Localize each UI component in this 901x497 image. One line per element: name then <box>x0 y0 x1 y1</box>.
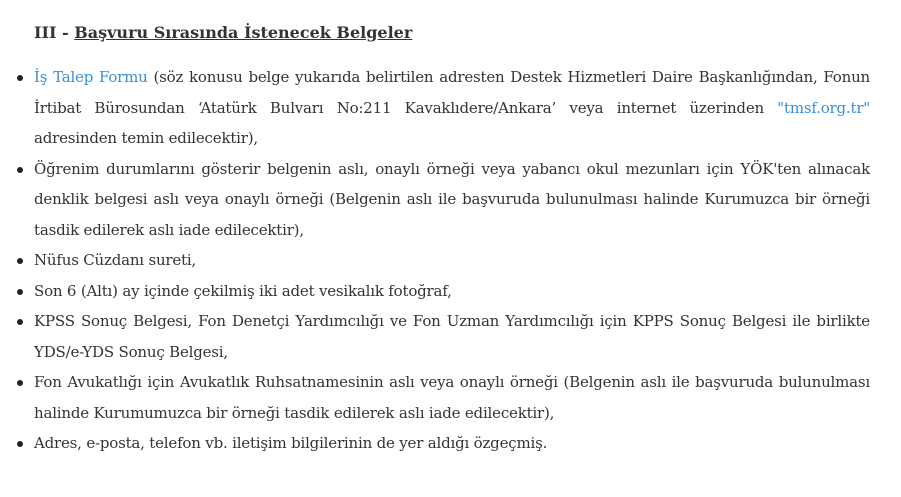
list-item-text: (söz konusu belge yukarıda belirtilen adresten Destek Hizmetleri Daire Başkanlığından, Fonun İrtibat Bürosundan ‘Atatürk Bulvarı No:211 Kavaklıdere/Ankara’ veya internet üzerinden <box>34 68 871 117</box>
documents-list <box>34 62 870 459</box>
list-item-text: adresinden temin edilecektir), <box>34 129 258 147</box>
list-item: Fon Avukatlığı için Avukatlık Ruhsatnamesinin aslı veya onaylı örneği (Belgenin aslı ile başvuruda bulunulması halinde Kurumumuzca bir örneği tasdik edilerek aslı iade edilecektir), <box>34 367 870 428</box>
list-item: Son 6 (Altı) ay içinde çekilmiş iki adet vesikalık fotoğraf, <box>34 276 870 307</box>
list-item: Nüfus Cüzdanı sureti, <box>34 245 870 276</box>
heading-prefix: III - <box>34 23 75 42</box>
list-item <box>34 62 870 154</box>
job-request-form-link[interactable]: İş Talep Formu <box>34 68 148 86</box>
documents-section <box>34 18 870 459</box>
section-heading <box>34 18 870 48</box>
tmsf-website-link[interactable]: "tmsf.org.tr" <box>777 98 870 117</box>
heading-title: Başvuru Sırasında İstenecek Belgeler <box>74 23 413 42</box>
list-item: Öğrenim durumlarını gösterir belgenin aslı, onaylı örneği veya yabancı okul mezunları için YÖK'ten alınacak denklik belgesi aslı veya onaylı örneği (Belgenin aslı ile başvuruda bulunulması halinde Kurumuzca bir örneği tasdik edilerek aslı iade edilecektir), <box>34 154 870 246</box>
list-item: KPSS Sonuç Belgesi, Fon Denetçi Yardımcılığı ve Fon Uzman Yardımcılığı için KPPS Sonuç Belgesi ile birlikte YDS/e-YDS Sonuç Belgesi, <box>34 306 870 367</box>
list-item: Adres, e-posta, telefon vb. iletişim bilgilerinin de yer aldığı özgeçmiş. <box>34 428 870 459</box>
